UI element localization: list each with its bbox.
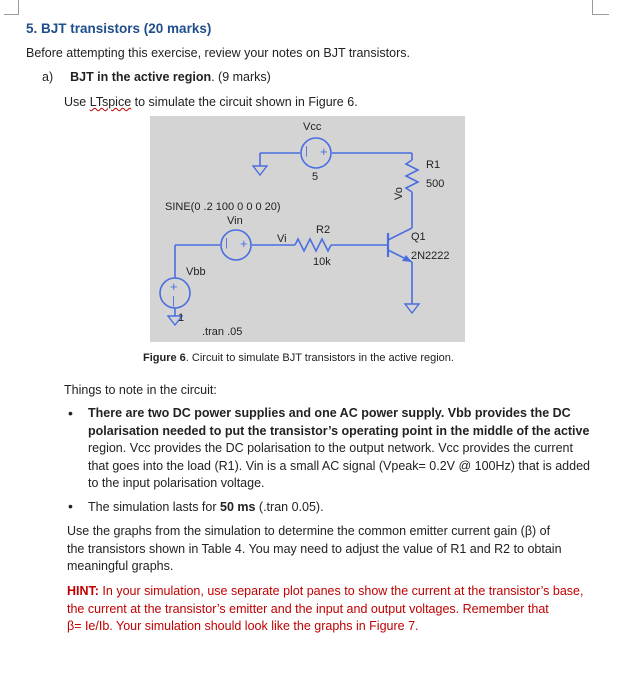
gain-line-1: Use the graphs from the simulation to determine the common emitter current gain (β) of <box>67 524 551 538</box>
bullet-1-line-2: polarisation needed to put the transistor’s operating point in the middle of the active <box>88 423 590 438</box>
vi-net-label: Vi <box>277 233 287 245</box>
section-title: 5. BJT transistors (20 marks) <box>26 21 212 36</box>
sine-label: SINE(0 .2 100 0 0 0 20) <box>165 201 281 213</box>
r1-name: R1 <box>426 159 441 171</box>
bullet-2-post: (.tran 0.05). <box>255 500 324 514</box>
bullet-2-duration: 50 ms <box>220 500 256 514</box>
circuit-wires <box>175 153 418 316</box>
gain-line-3: meaningful graphs. <box>67 559 174 573</box>
crop-mark-top-right <box>592 0 609 15</box>
figure-caption <box>143 352 454 364</box>
gain-paragraph <box>67 523 597 576</box>
r1-value: 500 <box>426 178 445 190</box>
vin-plus-glyph: + <box>240 236 248 251</box>
hint-line-1: In your simulation, use separate plot panes to show the current at the transistor’s base, <box>98 584 584 598</box>
figure-caption-label: Figure 6 <box>143 352 186 364</box>
circuit-figure <box>150 116 465 342</box>
notes-heading: Things to note in the circuit: <box>64 383 217 397</box>
instruction-pre: Use <box>64 95 90 109</box>
bullet-1-line-1: There are two DC power supplies and one AC power supply. Vbb provides the DC <box>88 406 571 420</box>
vcc-value: 5 <box>312 171 319 183</box>
vbb-value: 1 <box>178 312 185 324</box>
vo-net-label: Vo <box>393 187 405 200</box>
bullet-1-text <box>88 405 598 493</box>
r2-name: R2 <box>316 224 331 236</box>
r2-value: 10k <box>313 256 331 268</box>
hint-label: HINT: <box>67 584 99 598</box>
ground-vcc-icon <box>253 166 267 175</box>
bullet-1-dot: • <box>68 405 73 421</box>
part-a-line <box>42 69 271 86</box>
tran-directive: .tran .05 <box>202 326 243 338</box>
bullet-1-line-5: to the input polarisation voltage. <box>88 476 265 490</box>
vbb-minus-glyph: | <box>172 295 175 307</box>
gain-line-2: the transistors shown in Table 4. You may need to adjust the value of R1 and R2 to obtain <box>67 541 562 556</box>
vcc-plus-glyph: + <box>320 144 328 159</box>
ground-emitter-icon <box>405 304 419 313</box>
q1-model: 2N2222 <box>411 250 450 262</box>
bullet-1-line-4: that goes into the load (R1). Vin is a small AC signal (Vpeak= 0.2V @ 100Hz) that is added <box>88 458 590 473</box>
hint-line-2: the current at the transistor’s emitter and the input and output voltages. Remember that <box>67 601 549 616</box>
figure-caption-text: . Circuit to simulate BJT transistors in the active region. <box>185 352 454 364</box>
resistor-r2-zigzag <box>295 239 331 251</box>
bullet-1-line-3: region. Vcc provides the DC polarisation to the output network. Vcc provides the current <box>88 441 573 455</box>
crop-mark-top-left <box>4 0 19 15</box>
instruction-post: to simulate the circuit shown in Figure 6. <box>131 95 358 109</box>
part-a-title: BJT in the active region <box>70 70 212 84</box>
part-a-label: a) <box>42 70 54 84</box>
vcc-minus-glyph: | <box>305 145 308 157</box>
ltspice-word: LTspice <box>89 95 132 109</box>
part-a-marks: . (9 marks) <box>211 70 271 84</box>
vbb-plus-glyph: + <box>170 279 178 294</box>
bullet-2-dot: • <box>68 498 73 514</box>
part-a-instruction <box>64 94 358 111</box>
section-intro: Before attempting this exercise, review your notes on BJT transistors. <box>26 46 410 60</box>
bullet-2-pre: The simulation lasts for <box>88 500 220 514</box>
resistor-r1-zigzag <box>406 160 418 192</box>
bullet-2-text <box>88 499 324 516</box>
transistor-collector-lead <box>388 228 412 240</box>
vin-label: Vin <box>227 215 243 227</box>
vbb-label: Vbb <box>186 266 206 278</box>
q1-name: Q1 <box>411 231 426 243</box>
vin-minus-glyph: | <box>225 237 228 249</box>
hint-paragraph <box>67 583 597 636</box>
vcc-label: Vcc <box>303 121 322 133</box>
hint-line-3: β= Ie/Ib. Your simulation should look like the graphs in Figure 7. <box>67 619 419 633</box>
